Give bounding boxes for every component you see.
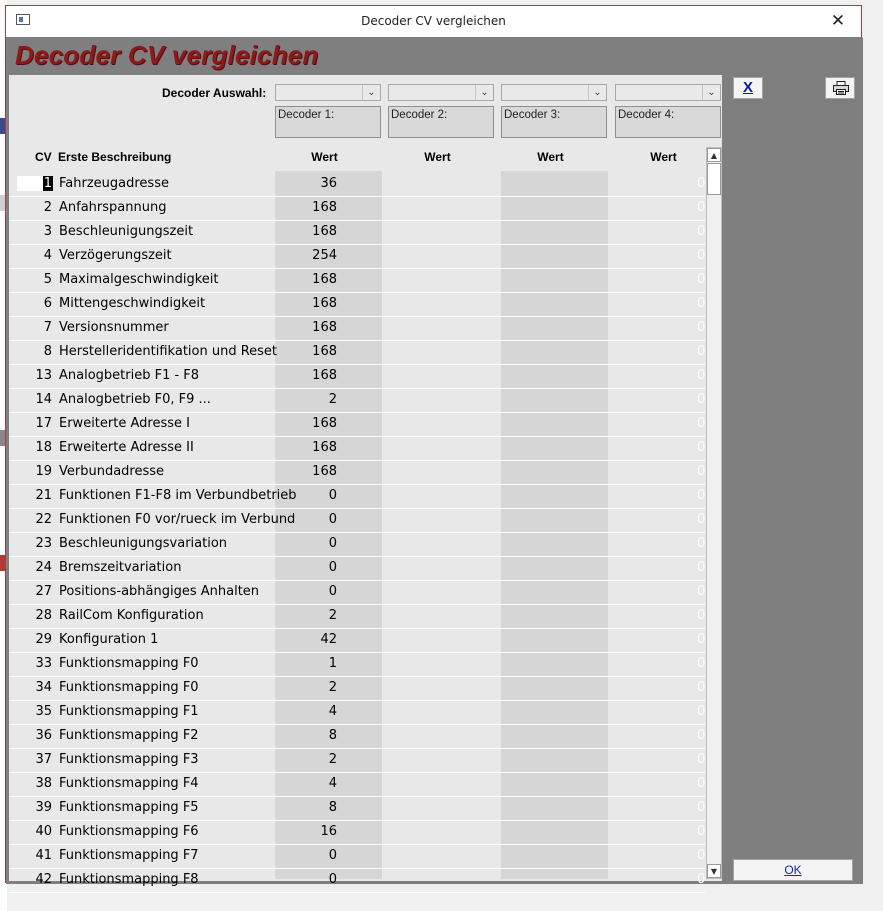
window-close-button[interactable]: ✕ bbox=[830, 11, 846, 31]
decoder-1-value: 168 bbox=[312, 200, 337, 215]
chevron-down-icon[interactable]: ⌄ bbox=[362, 85, 380, 100]
decoder-1-value: 4 bbox=[328, 704, 337, 719]
decoder-1-value: 1 bbox=[328, 656, 337, 671]
table-row[interactable] bbox=[9, 317, 705, 341]
decoder-4-value: 0 bbox=[697, 248, 706, 263]
decoder-3-select[interactable] bbox=[501, 84, 607, 101]
table-row[interactable] bbox=[9, 269, 705, 293]
table-row[interactable] bbox=[9, 293, 705, 317]
cv-description: Funktionen F0 vor/rueck im Verbund bbox=[59, 512, 296, 527]
table-row[interactable] bbox=[9, 629, 705, 653]
decoder-4-value: 0 bbox=[697, 824, 706, 839]
table-row[interactable] bbox=[9, 845, 705, 869]
cv-description: Funktionsmapping F4 bbox=[59, 776, 199, 791]
cv-number[interactable]: 22 bbox=[35, 512, 52, 527]
cv-number[interactable]: 37 bbox=[35, 752, 52, 767]
cv-number-selected[interactable]: 1 bbox=[43, 176, 52, 191]
table-row[interactable] bbox=[9, 245, 705, 269]
cv-description: Funktionsmapping F6 bbox=[59, 824, 199, 839]
decoder-1-value: 36 bbox=[320, 176, 337, 191]
table-row[interactable] bbox=[9, 485, 705, 509]
cv-number[interactable]: 28 bbox=[35, 608, 52, 623]
cv-number[interactable]: 39 bbox=[35, 800, 52, 815]
cv-number[interactable]: 29 bbox=[35, 632, 52, 647]
decoder-4-value: 0 bbox=[697, 344, 706, 359]
decoder-1-value: 168 bbox=[312, 224, 337, 239]
cv-description: Funktionsmapping F2 bbox=[59, 728, 199, 743]
cv-number[interactable]: 19 bbox=[35, 464, 52, 479]
decoder-4-value: 0 bbox=[697, 272, 706, 287]
cv-description: Versionsnummer bbox=[59, 320, 169, 335]
cv-description: RailCom Konfiguration bbox=[59, 608, 204, 623]
cv-description: Funktionsmapping F0 bbox=[59, 656, 199, 671]
title-bar[interactable] bbox=[6, 6, 861, 37]
cv-number[interactable]: 35 bbox=[35, 704, 52, 719]
action-panel bbox=[725, 75, 861, 881]
cv-number[interactable]: 38 bbox=[35, 776, 52, 791]
cv-description: Herstelleridentifikation und Reset bbox=[59, 344, 278, 359]
cv-number[interactable]: 6 bbox=[43, 296, 52, 311]
table-row[interactable] bbox=[9, 197, 705, 221]
cv-number[interactable]: 13 bbox=[35, 368, 52, 383]
column-header-wert-1: Wert bbox=[311, 150, 338, 164]
decoder-2-info: Decoder 2: bbox=[388, 106, 494, 138]
decoder-1-value: 0 bbox=[328, 488, 337, 503]
scroll-up-arrow-icon[interactable]: ▲ bbox=[707, 148, 721, 162]
table-row[interactable] bbox=[9, 557, 705, 581]
cv-number[interactable]: 17 bbox=[35, 416, 52, 431]
cv-description: Funktionsmapping F0 bbox=[59, 680, 199, 695]
decoder-1-value: 0 bbox=[328, 512, 337, 527]
cv-number[interactable]: 36 bbox=[35, 728, 52, 743]
decoder-1-value: 8 bbox=[328, 728, 337, 743]
decoder-2-select[interactable] bbox=[388, 84, 494, 101]
decoder-4-value: 0 bbox=[697, 392, 706, 407]
decoder-1-value: 8 bbox=[328, 800, 337, 815]
decoder-4-value: 0 bbox=[697, 224, 706, 239]
decoder-4-value: 0 bbox=[697, 776, 706, 791]
decoder-1-value: 168 bbox=[312, 464, 337, 479]
table-row[interactable] bbox=[9, 437, 705, 461]
decoder-4-info: Decoder 4: bbox=[615, 106, 721, 138]
decoder-1-value: 168 bbox=[312, 344, 337, 359]
table-row[interactable] bbox=[9, 821, 705, 845]
scrollbar-thumb[interactable] bbox=[707, 163, 721, 195]
decoder-1-value: 2 bbox=[328, 392, 337, 407]
cv-description: Funktionen F1-F8 im Verbundbetrieb bbox=[59, 488, 297, 503]
decoder-1-value: 0 bbox=[328, 560, 337, 575]
decoder-1-value: 168 bbox=[312, 440, 337, 455]
cv-description: Maximalgeschwindigkeit bbox=[59, 272, 219, 287]
decoder-4-value: 0 bbox=[697, 680, 706, 695]
printer-icon bbox=[833, 81, 849, 95]
decoder-1-value: 0 bbox=[328, 536, 337, 551]
ok-button[interactable]: OK bbox=[733, 859, 853, 881]
cv-number[interactable]: 33 bbox=[35, 656, 52, 671]
cv-number[interactable]: 18 bbox=[35, 440, 52, 455]
decoder-selection-label: Decoder Auswahl: bbox=[162, 86, 267, 100]
decoder-4-value: 0 bbox=[697, 536, 706, 551]
table-row[interactable] bbox=[9, 653, 705, 677]
chevron-down-icon[interactable]: ⌄ bbox=[475, 85, 493, 100]
decoder-4-value: 0 bbox=[697, 176, 706, 191]
cv-description: Funktionsmapping F8 bbox=[59, 872, 199, 887]
decoder-1-value: 0 bbox=[328, 848, 337, 863]
decoder-1-value: 2 bbox=[328, 608, 337, 623]
table-row[interactable] bbox=[9, 533, 705, 557]
compare-panel bbox=[9, 75, 722, 887]
cv-description: Anfahrspannung bbox=[59, 200, 167, 215]
cv-rows[interactable] bbox=[9, 173, 706, 887]
decoder-4-value: 0 bbox=[697, 416, 706, 431]
window-title: Decoder CV vergleichen bbox=[361, 14, 506, 28]
table-row[interactable] bbox=[9, 509, 705, 533]
cv-number[interactable]: 24 bbox=[35, 560, 52, 575]
table-row[interactable] bbox=[9, 365, 705, 389]
chevron-down-icon[interactable]: ⌄ bbox=[702, 85, 720, 100]
decoder-3-info: Decoder 3: bbox=[501, 106, 607, 138]
cv-number[interactable]: 21 bbox=[35, 488, 52, 503]
cv-description: Funktionsmapping F5 bbox=[59, 800, 199, 815]
table-row[interactable] bbox=[9, 605, 705, 629]
decoder-4-value: 0 bbox=[697, 560, 706, 575]
table-row[interactable] bbox=[9, 221, 705, 245]
cv-number[interactable]: 42 bbox=[35, 872, 52, 887]
column-header-wert-4: Wert bbox=[650, 150, 677, 164]
decoder-1-value: 254 bbox=[312, 248, 337, 263]
cv-number[interactable]: 7 bbox=[43, 320, 52, 335]
table-row[interactable] bbox=[9, 677, 705, 701]
cv-description: Funktionsmapping F3 bbox=[59, 752, 199, 767]
decoder-1-value: 4 bbox=[328, 776, 337, 791]
cv-number[interactable]: 5 bbox=[43, 272, 52, 287]
cv-description: Bremszeitvariation bbox=[59, 560, 182, 575]
table-row[interactable] bbox=[9, 725, 705, 749]
decoder-4-value: 0 bbox=[697, 512, 706, 527]
decoder-1-value: 168 bbox=[312, 368, 337, 383]
decoder-4-value: 0 bbox=[697, 752, 706, 767]
cv-description: Beschleunigungszeit bbox=[59, 224, 194, 239]
chevron-down-icon[interactable]: ⌄ bbox=[588, 85, 606, 100]
decoder-4-value: 0 bbox=[697, 656, 706, 671]
table-row[interactable] bbox=[9, 797, 705, 821]
vertical-scrollbar[interactable] bbox=[706, 147, 722, 879]
decoder-4-value: 0 bbox=[697, 296, 706, 311]
page-title: Decoder CV vergleichen bbox=[15, 40, 319, 70]
cv-description: Verbundadresse bbox=[59, 464, 165, 479]
table-row[interactable] bbox=[9, 773, 705, 797]
cv-description: Funktionsmapping F1 bbox=[59, 704, 199, 719]
print-button[interactable] bbox=[825, 77, 855, 99]
table-row[interactable] bbox=[9, 869, 705, 893]
cv-description: Analogbetrieb F0, F9 ... bbox=[59, 392, 211, 407]
cv-number[interactable]: 40 bbox=[35, 824, 52, 839]
decoder-4-value: 0 bbox=[697, 848, 706, 863]
cv-description: Fahrzeugadresse bbox=[59, 176, 169, 191]
scroll-down-arrow-icon[interactable]: ▼ bbox=[707, 864, 721, 878]
cv-description: Analogbetrieb F1 - F8 bbox=[59, 368, 200, 383]
cv-description: Konfiguration 1 bbox=[59, 632, 159, 647]
cv-description: Beschleunigungsvariation bbox=[59, 536, 228, 551]
close-button[interactable]: X bbox=[733, 77, 763, 99]
column-header-wert-3: Wert bbox=[537, 150, 564, 164]
decoder-1-info: Decoder 1: bbox=[275, 106, 381, 138]
cv-number[interactable]: 34 bbox=[35, 680, 52, 695]
cv-compare-grid bbox=[9, 143, 722, 887]
column-header-wert-2: Wert bbox=[424, 150, 451, 164]
cv-number[interactable]: 3 bbox=[43, 224, 52, 239]
decoder-1-value: 168 bbox=[312, 320, 337, 335]
decoder-1-value: 168 bbox=[312, 416, 337, 431]
decoder-4-value: 0 bbox=[697, 584, 706, 599]
cv-description: Erweiterte Adresse II bbox=[59, 440, 194, 455]
decoder-4-value: 0 bbox=[697, 320, 706, 335]
table-row[interactable] bbox=[9, 413, 705, 437]
cv-number[interactable]: 23 bbox=[35, 536, 52, 551]
cv-description: Positions-abhängiges Anhalten bbox=[59, 584, 260, 599]
cv-number[interactable]: 2 bbox=[43, 200, 52, 215]
decoder-1-value: 168 bbox=[312, 296, 337, 311]
decoder-1-value: 0 bbox=[328, 584, 337, 599]
table-row[interactable] bbox=[9, 173, 705, 197]
client-area bbox=[6, 37, 863, 887]
cv-number[interactable]: 27 bbox=[35, 584, 52, 599]
decoder-1-value: 2 bbox=[328, 752, 337, 767]
dialog-window bbox=[5, 5, 862, 887]
table-row[interactable] bbox=[9, 389, 705, 413]
decoder-4-value: 0 bbox=[697, 704, 706, 719]
cv-description: Verzögerungszeit bbox=[59, 248, 172, 263]
table-row[interactable] bbox=[9, 749, 705, 773]
decoder-4-select[interactable] bbox=[615, 84, 721, 101]
decoder-1-value: 16 bbox=[320, 824, 337, 839]
cv-description: Mittengeschwindigkeit bbox=[59, 296, 206, 311]
cv-description: Funktionsmapping F7 bbox=[59, 848, 199, 863]
decoder-1-value: 168 bbox=[312, 272, 337, 287]
decoder-4-value: 0 bbox=[697, 368, 706, 383]
cv-number[interactable]: 14 bbox=[35, 392, 52, 407]
decoder-4-value: 0 bbox=[697, 800, 706, 815]
decoder-4-value: 0 bbox=[697, 464, 706, 479]
table-row[interactable] bbox=[9, 581, 705, 605]
decoder-4-value: 0 bbox=[697, 200, 706, 215]
decoder-4-value: 0 bbox=[697, 728, 706, 743]
decoder-1-value: 2 bbox=[328, 680, 337, 695]
decoder-1-select[interactable] bbox=[275, 84, 381, 101]
cv-number[interactable]: 41 bbox=[35, 848, 52, 863]
decoder-1-value: 42 bbox=[320, 632, 337, 647]
column-header-description: Erste Beschreibung bbox=[58, 150, 172, 164]
decoder-4-value: 0 bbox=[697, 872, 706, 887]
decoder-4-value: 0 bbox=[697, 440, 706, 455]
decoder-1-value: 0 bbox=[328, 872, 337, 887]
decoder-4-value: 0 bbox=[697, 488, 706, 503]
table-row[interactable] bbox=[9, 461, 705, 485]
table-row[interactable] bbox=[9, 701, 705, 725]
cv-number[interactable]: 4 bbox=[43, 248, 52, 263]
cv-number[interactable]: 8 bbox=[43, 344, 52, 359]
column-header-cv: CV bbox=[35, 150, 52, 164]
cv-description: Erweiterte Adresse I bbox=[59, 416, 190, 431]
decoder-4-value: 0 bbox=[697, 608, 706, 623]
table-row[interactable] bbox=[9, 341, 705, 365]
cv-number[interactable] bbox=[17, 176, 53, 191]
decoder-4-value: 0 bbox=[697, 632, 706, 647]
